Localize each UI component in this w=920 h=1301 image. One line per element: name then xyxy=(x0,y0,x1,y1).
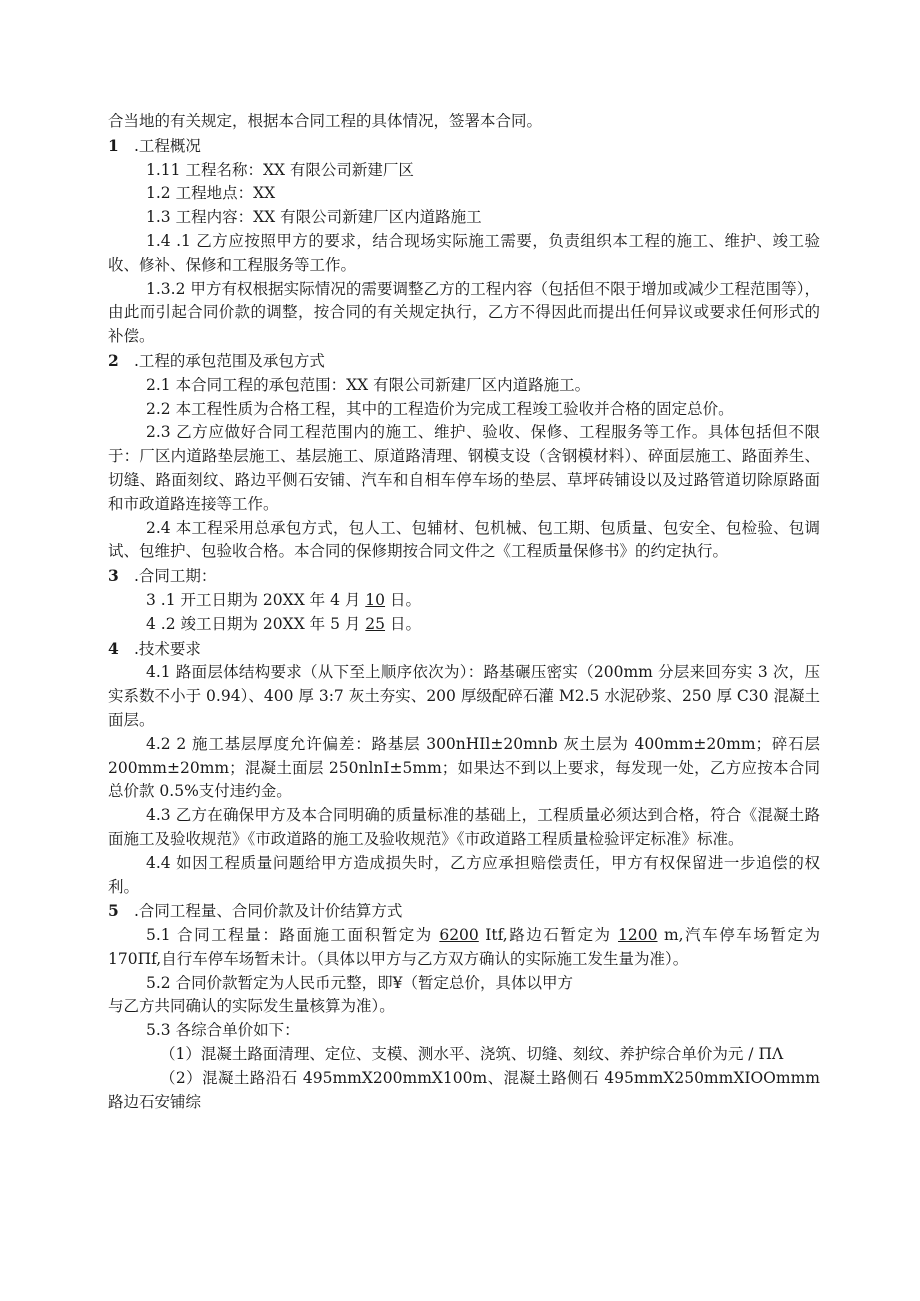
clause-1-3-2: 1.3.2 甲方有权根据实际情况的需要调整乙方的工程内容（包括但不限于增加或减少工程范围等），由此而引起合同价款的调整，按合同的有关规定执行，乙方不得因此而提出任何异议或要求任何形式的补偿。 xyxy=(108,279,820,346)
section-title: .技术要求 xyxy=(134,639,201,658)
clause-2-2: 2.2 本工程性质为合格工程，其中的工程造价为完成工程竣工验收并合格的固定总价。 xyxy=(146,399,734,418)
section-number: 5 xyxy=(108,901,119,921)
quantity-suffix: m,汽车停车场暂定为 170Πf,自行车停车场暂未计。（具体以甲方与乙方双方确认的实际施工发生量为准）。 xyxy=(108,926,820,968)
section-2-heading xyxy=(108,349,820,374)
end-date-suffix: 日。 xyxy=(385,614,421,633)
clause-4-3: 4.3 乙方在确保甲方及本合同明确的质量标准的基础上，工程质量必须达到合格，符合《混凝土路面施工及验收规范》《市政道路的施工及验收规范》《市政道路工程质量检验评定标准》标准。 xyxy=(108,806,820,848)
clause-4-1: 4.1 路面层体结构要求（从下至上顺序依次为）：路基碾压密实（200mm 分层来回夯实 3 次，压实系数不小于 0.94）、400 厚 3:7 灰土夯实、200 厚级配碎石灌 M2.5 水泥砂浆、250 厚 C30 混凝土面层。 xyxy=(108,663,820,729)
clause-5-3: 5.3 各综合单价如下： xyxy=(146,1021,300,1040)
clause-2-1: 2.1 本合同工程的承包范围：XX 有限公司新建厂区内道路施工。 xyxy=(146,375,591,394)
clause-1-3: 1.3 工程内容：XX 有限公司新建厂区内道路施工 xyxy=(146,208,482,227)
section-title: .合同工程量、合同价款及计价结算方式 xyxy=(134,902,403,921)
contract-page xyxy=(108,110,820,1114)
clause-5-1 xyxy=(108,924,820,972)
clause-1-1: 1.11 工程名称：XX 有限公司新建厂区 xyxy=(146,160,414,179)
end-date-prefix: 4 .2 竣工日期为 20XX 年 5 月 xyxy=(146,614,366,633)
section-title: .合同工期： xyxy=(134,567,217,586)
clause-3-2 xyxy=(108,613,820,637)
road-area-value: 6200 xyxy=(439,926,479,945)
section-number: 1 xyxy=(108,135,119,155)
section-title: .工程的承包范围及承包方式 xyxy=(134,351,325,370)
section-number: 3 xyxy=(108,566,119,586)
end-date-day: 25 xyxy=(365,614,386,633)
clause-4-4: 4.4 如因工程质量问题给甲方造成损失时，乙方应承担赔偿责任，甲方有权保留进一步追偿的权利。 xyxy=(108,853,820,896)
start-date-day: 10 xyxy=(365,590,386,609)
quantity-mid: Itf,路边石暂定为 xyxy=(478,926,619,945)
section-title: .工程概况 xyxy=(134,136,201,155)
section-3-heading xyxy=(108,564,820,589)
clause-1-2: 1.2 工程地点：XX xyxy=(146,184,276,203)
section-1-heading xyxy=(108,134,820,159)
clause-3-1 xyxy=(108,589,820,613)
section-4-heading xyxy=(108,637,820,662)
quantity-prefix: 5.1 合同工程量：路面施工面积暂定为 xyxy=(146,926,440,945)
clause-1-4: 1.4 .1 乙方应按照甲方的要求，结合现场实际施工需要，负责组织本工程的施工、维护、竣工验收、修补、保修和工程服务等工作。 xyxy=(108,231,820,274)
start-date-prefix: 3 .1 开工日期为 20XX 年 4 月 xyxy=(146,590,366,609)
section-number: 4 xyxy=(108,638,119,658)
intro-text: 合当地的有关规定，根据本合同工程的具体情况，签署本合同。 xyxy=(108,112,543,130)
clause-5-2-cont: 与乙方共同确认的实际发生量核算为准）。 xyxy=(108,997,395,1016)
clause-5-2: 5.2 合同价款暂定为人民币元整，即¥（暂定总价，具体以甲方 xyxy=(146,973,573,992)
price-item-1: （1）混凝土路面清理、定位、支模、测水平、浇筑、切缝、刻纹、养护综合单价为元 / ΠΛ xyxy=(160,1045,784,1064)
price-item-2: （2）混凝土路沿石 495mmX200mmX100m、混凝土路侧石 495mmX250mmXIOOmmm 路边石安铺综 xyxy=(108,1068,820,1111)
section-5-heading xyxy=(108,899,820,924)
clause-2-4: 2.4 本工程采用总承包方式，包人工、包辅材、包机械、包工期、包质量、包安全、包检验、包调试、包维护、包验收合格。本合同的保修期按合同文件之《工程质量保修书》的约定执行。 xyxy=(108,518,820,561)
clause-2-3: 2.3 乙方应做好合同工程范围内的施工、维护、验收、保修、工程服务等工作。具体包括但不限于：厂区内道路垫层施工、基层施工、原道路清理、钢模支设（含钢模材料）、碎面层施工、路面养生、切缝、路面刻纹、路边平侧石安铺、汽车和自相车停车场的垫层、草坪砖铺设以及过路管道切除原路面和市政道路连接等工作。 xyxy=(108,423,820,513)
start-date-suffix: 日。 xyxy=(385,590,421,609)
section-number: 2 xyxy=(108,350,119,370)
curb-length-value: 1200 xyxy=(618,926,658,945)
clause-4-2: 4.2 2 施工基层厚度允许偏差：路基层 300nHIl±20mnb 灰土层为 400mm±20mm；碎石层 200mm±20mm；混凝土面层 250nlnI±5mm；如果达不到以上要求，每发现一处，乙方应按本合同总价款 0.5%支付违约金。 xyxy=(108,734,820,801)
